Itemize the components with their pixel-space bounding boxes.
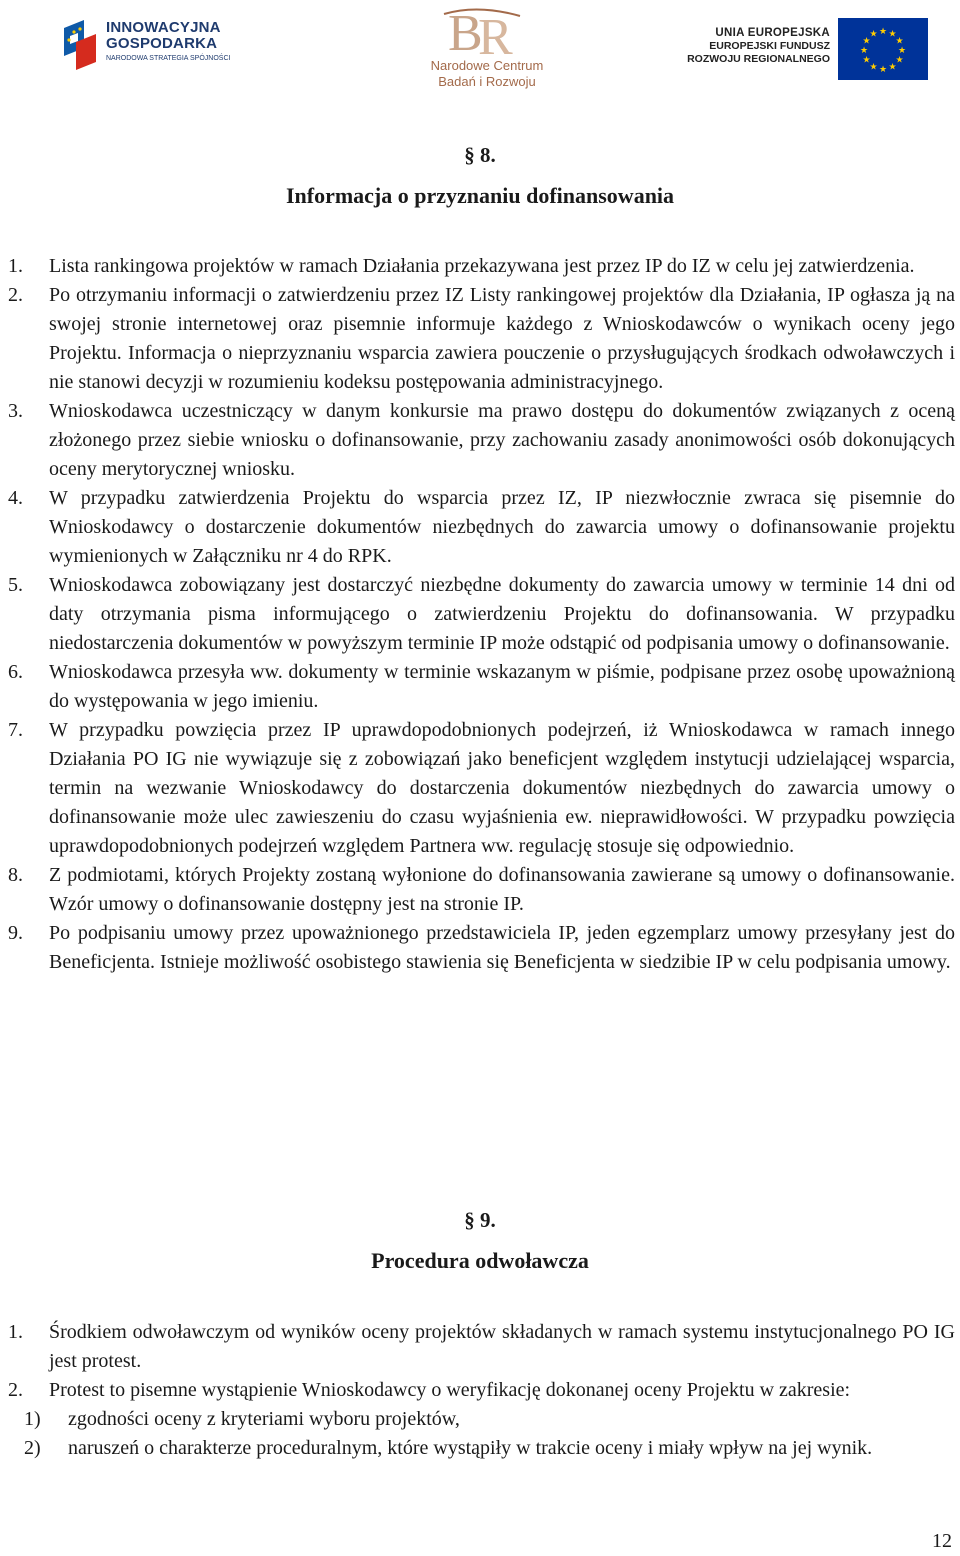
innowacyjna-gospodarka-logo bbox=[60, 18, 260, 82]
list-item-text: Wnioskodawca uczestniczący w danym konkursie ma prawo dostępu do dokumentów związanych z oceną złożonego przez siebie wniosku o dofinansowanie, przy zachowaniu zasady anonimowości osób dokonujących oceny merytorycznej wniosku. bbox=[49, 400, 955, 480]
eu-logo-line2: EUROPEJSKI FUNDUSZ bbox=[709, 40, 830, 52]
list-item bbox=[8, 919, 955, 977]
list-item bbox=[8, 861, 955, 919]
section-8-list bbox=[8, 252, 955, 977]
eu-flag-icon bbox=[838, 18, 928, 80]
list-item-text: Lista rankingowa projektów w ramach Działania przekazywana jest przez IP do IZ w celu jej zatwierdzenia. bbox=[49, 255, 915, 277]
section-9-list bbox=[8, 1318, 955, 1463]
list-item bbox=[8, 571, 955, 658]
ig-logo-line1: INNOWACYJNA bbox=[106, 19, 221, 36]
sublist-item-text: zgodności oceny z kryteriami wyboru projektów, bbox=[68, 1408, 460, 1430]
list-item-number: 1. bbox=[8, 255, 23, 277]
eu-star-icon: ★ bbox=[888, 28, 897, 39]
eu-logo-line1: UNIA EUROPEJSKA bbox=[715, 27, 830, 39]
eu-star-icon: ★ bbox=[859, 45, 869, 55]
list-item-number: 8. bbox=[8, 864, 23, 886]
eu-star-icon: ★ bbox=[862, 35, 871, 46]
ig-logo-line2: GOSPODARKA bbox=[106, 35, 218, 52]
ncbr-monogram-icon bbox=[408, 4, 568, 60]
list-item-number: 6. bbox=[8, 661, 23, 683]
svg-text:B: B bbox=[448, 5, 483, 60]
list-item-text: Protest to pisemne wystąpienie Wnioskodawcy o weryfikację dokonanej oceny Projektu w zakresie: bbox=[49, 1379, 851, 1401]
section-8-title: Informacja o przyznaniu dofinansowania bbox=[285, 183, 675, 208]
page-number: 12 bbox=[932, 1530, 952, 1552]
section-9-number: § 9. bbox=[464, 1208, 496, 1232]
list-item-text: Wnioskodawca przesyła ww. dokumenty w terminie wskazanym w piśmie, podpisane przez osobę upoważnioną do występowania w jego imieniu. bbox=[49, 661, 955, 712]
eu-star-icon: ★ bbox=[869, 28, 878, 39]
ncbr-logo-line2: Badań i Rozwoju bbox=[438, 74, 536, 89]
list-item-number: 1. bbox=[8, 1321, 23, 1343]
sublist-item-text: naruszeń o charakterze proceduralnym, które wystąpiły w trakcie oceny i miały wpływ na jej wynik. bbox=[68, 1437, 873, 1459]
list-item-number: 5. bbox=[8, 574, 23, 596]
ncbr-logo bbox=[408, 4, 568, 96]
ncbr-logo-line1: Narodowe Centrum bbox=[430, 58, 544, 73]
sublist-item-number: 1) bbox=[24, 1408, 41, 1430]
list-item bbox=[8, 1376, 955, 1463]
list-item bbox=[8, 658, 955, 716]
eu-star-icon: ★ bbox=[869, 61, 878, 72]
sublist-item bbox=[8, 1405, 955, 1434]
list-item-text: W przypadku powzięcia przez IP uprawdopodobnionych podejrzeń, iż Wnioskodawca w ramach innego Działania PO IG nie wywiązuje się z zobowiązań jako beneficjent względem instytucji udzielającej wsparcia, termin na wezwanie Wnioskodawcy do dostarczenia dokumentów niezbędnych do zawarcia umowy o dofinansowanie może ulec zawieszeniu do czasu wyjaśnienia ew. nieprawidłowości. W przypadku powzięcia uprawdopodobnionych podejrzeń względem Partnera ww. regulację stosuje się odpowiednio. bbox=[49, 719, 955, 857]
list-item bbox=[8, 484, 955, 571]
sublist-item bbox=[8, 1434, 955, 1463]
list-item-number: 3. bbox=[8, 400, 23, 422]
list-item-text: Po podpisaniu umowy przez upoważnionego przedstawiciela IP, jeden egzemplarz umowy przesyłany jest do Beneficjenta. Istnieje możliwość osobistego stawienia się Beneficjenta w siedzibie IP w celu podpisania umowy. bbox=[49, 922, 955, 973]
list-item bbox=[8, 1318, 955, 1376]
eu-star-icon: ★ bbox=[888, 61, 897, 72]
list-item bbox=[8, 716, 955, 861]
eu-star-icon: ★ bbox=[878, 26, 888, 36]
list-item-text: Wnioskodawca zobowiązany jest dostarczyć niezbędne dokumenty do zawarcia umowy w terminie 14 dni od daty otrzymania pisma informującego o zatwierdzeniu Projektu do dofinansowania. W przypadku niedostarczenia dokumentów w powyższym terminie IP może odstąpić od podpisania umowy o dofinansowanie. bbox=[49, 574, 955, 654]
list-item-text: Środkiem odwoławczym od wyników oceny projektów składanych w ramach systemu instytucjonalnego PO IG jest protest. bbox=[49, 1321, 955, 1372]
list-item bbox=[8, 252, 955, 281]
ig-logo-line3: NARODOWA STRATEGIA SPÓJNOŚCI bbox=[106, 55, 231, 62]
list-item bbox=[8, 397, 955, 484]
list-item-number: 9. bbox=[8, 922, 23, 944]
sublist-item-number: 2) bbox=[24, 1437, 41, 1459]
list-item-text: Po otrzymaniu informacji o zatwierdzeniu przez IZ Listy rankingowej projektów dla Działania, IP ogłasza ją na swojej stronie internetowej oraz pisemnie informuje każdego z Wnioskodawców o wynikach oceny jego Projektu. Informacja o nieprzyznaniu wsparcia zawiera pouczenie o przysługujących środkach odwoławczych i nie stanowi decyzji w rozumieniu kodeksu postępowania administracyjnego. bbox=[49, 284, 955, 393]
section-9-sublist bbox=[24, 1405, 955, 1463]
list-item-number: 4. bbox=[8, 487, 23, 509]
ig-flag-icon bbox=[60, 18, 100, 76]
list-item bbox=[8, 281, 955, 397]
eu-star-icon: ★ bbox=[895, 35, 904, 46]
eu-star-icon: ★ bbox=[895, 54, 904, 65]
eu-logo-line3: ROZWOJU REGIONALNEGO bbox=[687, 53, 830, 65]
list-item-text: W przypadku zatwierdzenia Projektu do wsparcia przez IZ, IP niezwłocznie zwraca się pisemnie do Wnioskodawcy o dostarczenie dokumentów niezbędnych do zawarcia umowy o dofinansowanie projektu wymienionych w Załączniku nr 4 do RPK. bbox=[49, 487, 955, 567]
eu-logo bbox=[684, 16, 934, 86]
section-8-number: § 8. bbox=[464, 143, 496, 167]
section-9-title: Procedura odwoławcza bbox=[371, 1248, 589, 1273]
eu-star-icon: ★ bbox=[862, 54, 871, 65]
list-item-number: 2. bbox=[8, 284, 23, 306]
eu-star-icon: ★ bbox=[897, 45, 907, 55]
list-item-number: 2. bbox=[8, 1379, 23, 1401]
list-item-text: Z podmiotami, których Projekty zostaną wyłonione do dofinansowania zawierane są umowy o dofinansowanie. Wzór umowy o dofinansowanie dostępny jest na stronie IP. bbox=[49, 864, 955, 915]
svg-text:R: R bbox=[478, 9, 513, 60]
eu-star-icon: ★ bbox=[878, 64, 888, 74]
list-item-number: 7. bbox=[8, 719, 23, 741]
page-header bbox=[0, 0, 960, 100]
